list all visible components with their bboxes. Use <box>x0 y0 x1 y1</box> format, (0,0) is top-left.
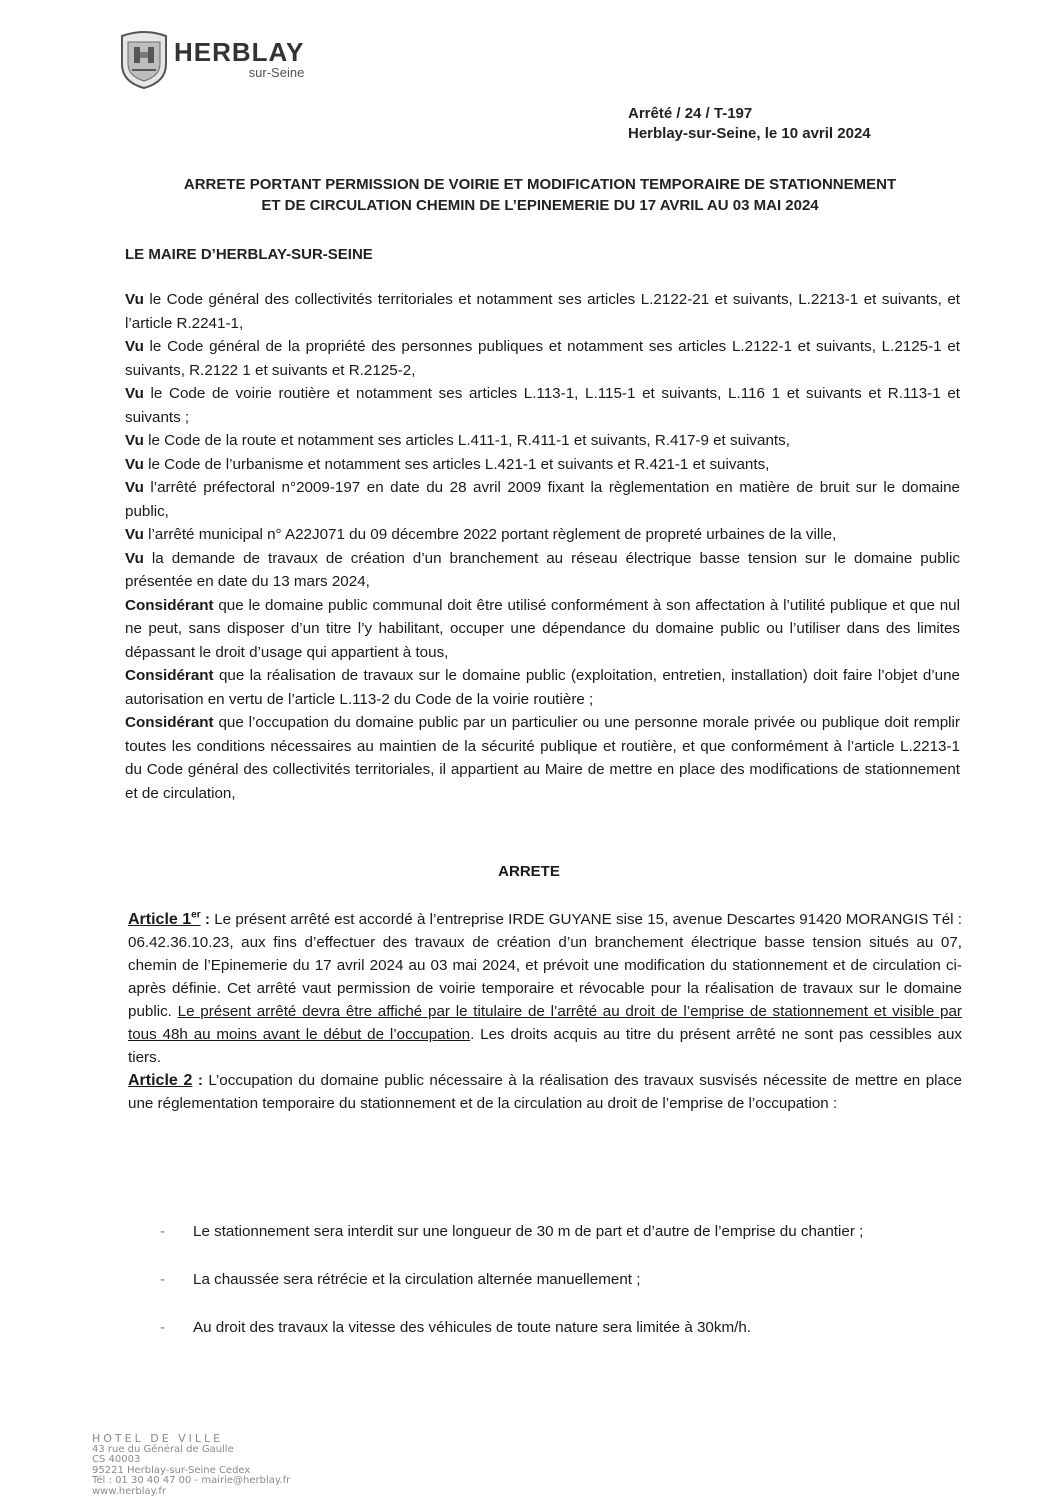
consideration-item: Vu le Code de la route et notamment ses articles L.411-1, R.411-1 et suivants, R.417-9 et suivants, <box>125 432 790 449</box>
consideration-item: Vu l’arrêté préfectoral n°2009-197 en date du 28 avril 2009 fixant la règlementation en matière de bruit sur le domaine public, <box>125 479 960 520</box>
decree-reference: Arrêté / 24 / T-197 <box>628 105 753 122</box>
footer-line: 95221 Herblay-sur-Seine Cedex <box>92 1464 251 1476</box>
articles <box>128 908 962 1115</box>
considerations-list <box>125 288 960 805</box>
consideration-item: Vu l’arrêté municipal n° A22J071 du 09 décembre 2022 portant règlement de propreté urbaines de la ville, <box>125 526 837 543</box>
arrete-heading: ARRETE <box>498 863 560 880</box>
list-item: - Au droit des travaux la vitesse des véhicules de toute nature sera limitée à 30km/h. <box>160 1316 964 1339</box>
city-crest-icon <box>118 30 170 90</box>
list-item: - La chaussée sera rétrécie et la circulation alternée manuellement ; <box>160 1268 964 1291</box>
dash-marker: - <box>160 1319 166 1336</box>
article-1-label: Article 1er <box>128 909 201 928</box>
article-2: Article 2 : L’occupation du domaine public nécessaire à la réalisation des travaux susvisés nécessite de mettre en place une réglementation temporaire du stationnement et de la circulation au droit de l’emprise de l’occupation : <box>128 1072 963 1112</box>
display-requirement: Le présent arrêté devra être affiché par le titulaire de l’arrêté au droit de l’emprise de stationnement et visible par tous 48h au moins avant le début de l’occupation <box>128 1003 962 1043</box>
dash-marker: - <box>160 1223 166 1240</box>
reference-block <box>628 104 871 144</box>
mayor-heading: LE MAIRE D’HERBLAY-SUR-SEINE <box>125 246 373 263</box>
city-logo <box>118 30 304 90</box>
consideration-item: Vu le Code de l’urbanisme et notamment ses articles L.421-1 et suivants et R.421-1 et suivants, <box>125 455 770 473</box>
consideration-item: Considérant que l’occupation du domaine public par un particulier ou une personne morale privée ou publique doit remplir toutes les conditions nécessaires au maintien de la sécurité publique et routière, et que conformément à l’article L.2213-1 du Code général des collectivités territoriales, il appartient au Maire de mettre en place des modifications de stationnement et de circulation, <box>125 714 960 802</box>
footer-line: 43 rue du Général de Gaulle <box>92 1443 234 1455</box>
title-line-1: ARRETE PORTANT PERMISSION DE VOIRIE ET MODIFICATION TEMPORAIRE DE STATIONNEMENT <box>183 176 897 193</box>
consideration-item: Vu la demande de travaux de création d’un branchement au réseau électrique basse tension sur le domaine public présentée en date du 13 mars 2024, <box>125 549 960 590</box>
document-title <box>80 174 1000 216</box>
logo-name: HERBLAY <box>174 37 305 67</box>
logo-subtitle: sur-Seine <box>248 65 305 80</box>
list-item: - Le stationnement sera interdit sur une longueur de 30 m de part et d’autre de l’emprise du chantier ; <box>160 1220 964 1243</box>
consideration-item: Considérant que le domaine public communal doit être utilisé conformément à son affectation à l’utilité publique et que nul ne peut, sans disposer d’un titre l’y habilitant, occuper une dépendance du domaine public ou l’utiliser dans des limites dépassant le droit d’usage qui appartient à tous, <box>125 596 960 661</box>
footer-address <box>92 1434 290 1497</box>
consideration-item: Considérant que la réalisation de travaux sur le domaine public (exploitation, entretien, installation) doit faire l’objet d’une autorisation en vertu de l’article L.113-2 du Code de la voirie routière ; <box>125 667 960 708</box>
place-date: Herblay-sur-Seine, le 10 avril 2024 <box>628 125 871 142</box>
article-1: Article 1er : Le présent arrêté est accordé à l’entreprise IRDE GUYANE sise 15, avenue Descartes 91420 MORANGIS Tél : 06.42.36.10.23, aux fins d’effectuer des travaux de création d’un branchement électrique basse tension situés au 07, chemin de l’Epinemerie du 17 avril 2024 au 03 mai 2024, et prévoit une modification du stationnement et de circulation ci-après définie. Cet arrêté vaut permission de voirie temporaire et révocable pour la réalisation de travaux sur le domaine public. Le présent arrêté devra être affiché par le titulaire de l’arrêté au droit de l’emprise de stationnement et visible par tous 48h au moins avant le début de l’occupation. Les droits acquis au titre du présent arrêté ne sont pas cessibles aux tiers. <box>128 909 962 1066</box>
measures-list <box>160 1220 964 1364</box>
article-2-label: Article 2 <box>128 1072 193 1089</box>
footer-title: HOTEL DE VILLE <box>92 1432 224 1445</box>
consideration-item: Vu le Code général des collectivités territoriales et notamment ses articles L.2122-21 et suivants, L.2213-1 et suivants, et l’article R.2241-1, <box>125 291 960 332</box>
consideration-item: Vu le Code de voirie routière et notamment ses articles L.113-1, L.115-1 et suivants, L.116 1 et suivants et R.113-1 et suivants ; <box>125 385 960 426</box>
title-line-2: ET DE CIRCULATION CHEMIN DE L’EPINEMERIE DU 17 AVRIL AU 03 MAI 2024 <box>261 197 819 214</box>
footer-line: CS 40003 <box>92 1454 141 1465</box>
consideration-item: Vu le Code général de la propriété des personnes publiques et notamment ses articles L.2122-1 et suivants, L.2125-1 et suivants, R.2122 1 et suivants et R.2125-2, <box>125 338 960 379</box>
footer-line: www.herblay.fr <box>92 1485 166 1497</box>
footer-line: Tél : 01 30 40 47 00 - mairie@herblay.fr <box>92 1475 291 1486</box>
dash-marker: - <box>160 1271 166 1288</box>
